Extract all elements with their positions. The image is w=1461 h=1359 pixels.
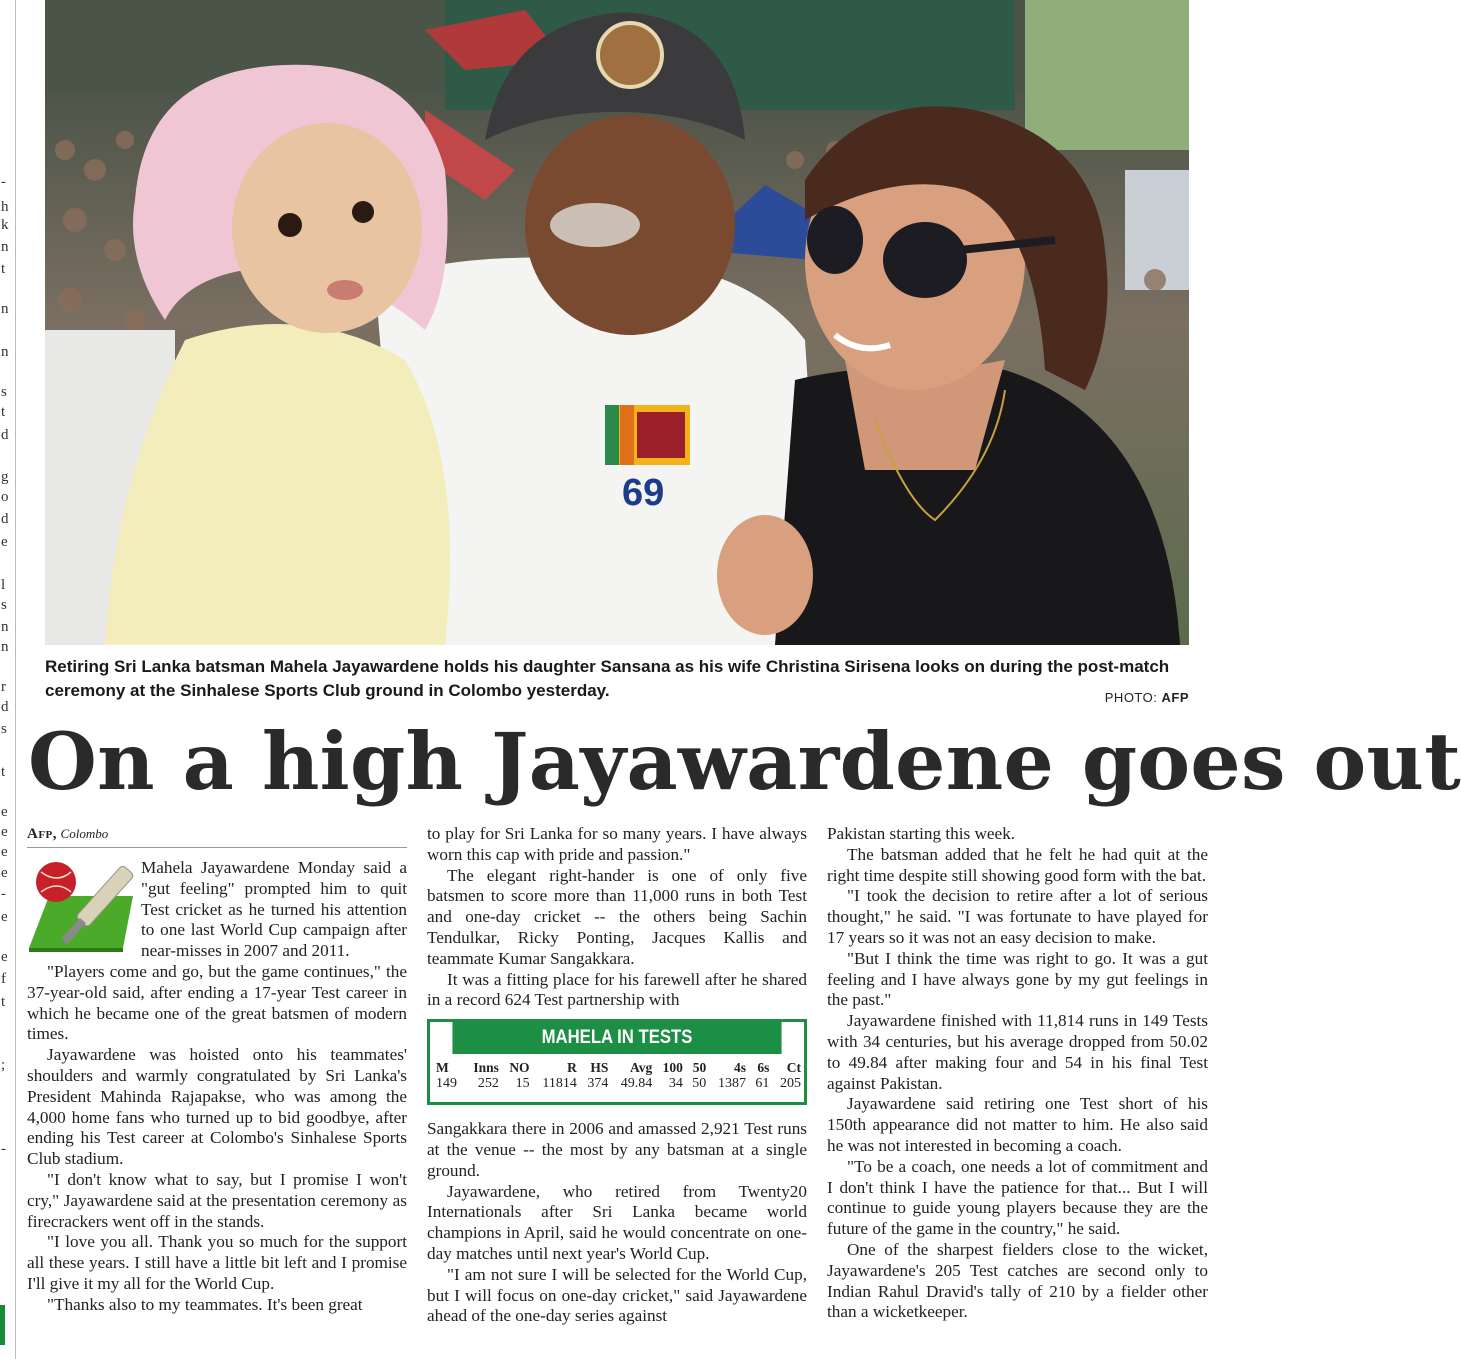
- stats-value-cell: 205: [780, 1076, 801, 1092]
- stats-value-cell: 252: [477, 1076, 499, 1092]
- body-paragraph: to play for Sri Lanka for so many years. I have always worn this cap with pride and passion.": [427, 824, 807, 864]
- margin-letter: t: [1, 994, 6, 1010]
- margin-letter: s: [1, 721, 7, 737]
- column-2-top: [427, 824, 807, 1011]
- stats-value-cell: 34: [668, 1076, 683, 1092]
- column-2: [427, 824, 807, 1327]
- column-1: [27, 824, 407, 1316]
- stats-header-cell: M: [436, 1060, 449, 1076]
- margin-letter: r: [1, 679, 6, 695]
- margin-letter: -: [1, 1141, 6, 1157]
- stats-box: [427, 1019, 807, 1105]
- byline-agency: Afp,: [27, 826, 58, 842]
- body-paragraph: Mahela Jayawardene Monday said a "gut feeling" prompted him to quit Test cricket as he turned his attention to one last World Cup campaign after near-misses in 2007 and 2011.: [141, 858, 407, 961]
- stats-value-cell: 149: [436, 1076, 457, 1092]
- margin-letter: e: [1, 865, 8, 881]
- body-paragraph: Jayawardene was hoisted onto his teammates' shoulders and warmly congratulated by Sri Lanka's President Mahinda Rajapakse, who was among the 4,000 home fans who turned up to bid goodbye, after ending his Test career at Colombo's Sinhalese Sports Club stadium.: [27, 1045, 407, 1169]
- margin-letter: n: [1, 639, 9, 655]
- body-paragraph: "Players come and go, but the game continues," the 37-year-old said, after ending a 17-year Test career in which he became one of the great batsmen of modern times.: [27, 961, 407, 1044]
- stats-header-cell: 6s: [757, 1060, 770, 1076]
- margin-letter: o: [1, 489, 9, 505]
- margin-letter: ;: [1, 1057, 6, 1073]
- margin-letter: e: [1, 824, 8, 840]
- stats-header-cell: 4s: [733, 1060, 746, 1076]
- margin-letter: g: [1, 469, 9, 485]
- margin-letter: t: [1, 404, 6, 420]
- stats-table: [430, 1060, 804, 1092]
- margin-letter: n: [1, 301, 9, 317]
- stats-value-cell: 49.84: [620, 1076, 653, 1092]
- stats-header-cell: 100: [662, 1060, 683, 1076]
- stats-header-cell: NO: [509, 1060, 530, 1076]
- margin-letter: f: [1, 971, 6, 987]
- column-2-bottom: [427, 1119, 807, 1327]
- body-paragraph: "I love you all. Thank you so much for the support all these years. I still have a little bit left and I promise I'll give it my all for the World Cup.: [27, 1232, 407, 1293]
- margin-letter: s: [1, 597, 7, 613]
- column-3: [827, 824, 1208, 1323]
- body-paragraph: "Thanks also to my teammates. It's been great: [47, 1294, 363, 1314]
- svg-text:69: 69: [622, 472, 665, 514]
- margin-letter: e: [1, 909, 8, 925]
- stats-value-row: [430, 1076, 804, 1092]
- stats-header-cell: HS: [590, 1060, 609, 1076]
- margin-letter: s: [1, 384, 7, 400]
- margin-letter: t: [1, 261, 6, 277]
- margin-letter: e: [1, 804, 8, 820]
- margin-letter: n: [1, 344, 9, 360]
- photo-illustration: [45, 0, 1189, 645]
- body-paragraph: Jayawardene said retiring one Test short of his 150th appearance did not matter to him. He also said he was not interested in becoming a coach.: [827, 1094, 1208, 1155]
- margin-letter: n: [1, 619, 9, 635]
- body-paragraph: Sangakkara there in 2006 and amassed 2,921 Test runs at the venue -- the most by any batsman at a single ground.: [427, 1119, 807, 1180]
- green-edge-bar: [0, 1305, 5, 1345]
- photo-credit-label: PHOTO:: [1104, 690, 1158, 705]
- body-paragraph: Pakistan starting this week.: [827, 824, 1016, 843]
- body-paragraph: "But I think the time was right to go. It was a gut feeling and I have always gone by my gut feelings in the past.": [827, 948, 1208, 1010]
- stats-value-cell: 61: [755, 1076, 770, 1092]
- body-paragraph: It was a fitting place for his farewell after he shared in a record 624 Test partnership with: [427, 969, 807, 1010]
- stats-header-cell: Inns: [473, 1060, 499, 1076]
- stats-value-cell: 1387: [718, 1076, 746, 1092]
- margin-letter: t: [1, 764, 6, 780]
- body-paragraph: "I am not sure I will be selected for the World Cup, but I will focus on one-day cricket," said Jayawardene ahead of the one-day series against: [427, 1264, 807, 1326]
- stats-value-cell: 374: [587, 1076, 609, 1092]
- margin-letter: -: [1, 174, 6, 190]
- column-3-body: [827, 824, 1208, 1323]
- margin-letter: d: [1, 699, 9, 715]
- body-paragraph: The batsman added that he felt he had quit at the right time despite still showing good form with the bat.: [827, 844, 1208, 885]
- body-paragraph: One of the sharpest fielders close to the wicket, Jayawardene's 205 Test catches are second only to Indian Rahul Dravid's tally of 210 by a fielder other than a wicketkeeper.: [827, 1239, 1208, 1322]
- body-paragraph: The elegant right-hander is one of only five batsmen to score more than 11,000 runs in both Test and one-day cricket -- the others being Sachin Tendulkar, Ricky Ponting, Jacques Kallis and teammate Kumar Sangakkara.: [427, 865, 807, 968]
- margin-letter: d: [1, 427, 9, 443]
- margin-letter: -: [1, 886, 6, 902]
- body-paragraph: "I don't know what to say, but I promise I won't cry," Jayawardene said at the presentation ceremony as firecrackers went off in the stands.: [27, 1169, 407, 1231]
- stats-header-cell: R: [567, 1060, 577, 1076]
- photo-caption: Retiring Sri Lanka batsman Mahela Jayawardene holds his daughter Sansana as his wife Christina Sirisena looks on during the post-match ceremony at the Sinhalese Sports Club ground in Colombo yesterday.: [45, 657, 1170, 700]
- stats-header-cell: 50: [692, 1060, 707, 1076]
- headline: On a high Jayawardene goes out: [28, 715, 1461, 808]
- margin-letter: n: [1, 239, 9, 255]
- stats-value-cell: 15: [515, 1076, 530, 1092]
- byline-place: Colombo: [60, 826, 109, 841]
- stats-title: MAHELA IN TESTS: [452, 1022, 781, 1054]
- margin-letter: e: [1, 949, 8, 965]
- byline: [27, 824, 407, 848]
- margin-letter: d: [1, 511, 9, 527]
- body-paragraph: Jayawardene finished with 11,814 runs in 149 Tests with 34 centuries, but his average dropped from 50.02 to 49.84 after making four and 54 in his final Test against Pakistan.: [827, 1011, 1208, 1093]
- margin-letter: h: [1, 199, 9, 215]
- margin-letter: e: [1, 844, 8, 860]
- stats-value-cell: 50: [692, 1076, 707, 1092]
- margin-letter: e: [1, 534, 8, 550]
- photo-credit-source: AFP: [1161, 690, 1189, 705]
- margin-letter: k: [1, 217, 9, 233]
- stats-header-row: [430, 1060, 804, 1076]
- margin-letter: l: [1, 577, 6, 593]
- body-paragraph: "To be a coach, one needs a lot of commitment and I don't think I have the patience for that... But I will continue to guide young players because they are the future of the game in the country," he said.: [827, 1156, 1208, 1239]
- body-paragraph: "I took the decision to retire after a lot of serious thought," he said. "I was fortunate to have played for 17 years so it was not an easy decision to make.: [827, 886, 1208, 947]
- cricket-section-icon: [27, 860, 135, 960]
- photo-credit: [1105, 690, 1189, 705]
- body-paragraph: Jayawardene, who retired from Twenty20 Internationals after Sri Lanka became world champions in April, said he would concentrate on one-day matches until next year's World Cup.: [427, 1181, 807, 1263]
- news-photo: [45, 0, 1189, 645]
- stats-header-cell: Avg: [629, 1060, 653, 1076]
- previous-column-edge: [0, 0, 16, 1359]
- stats-value-cell: 11814: [542, 1076, 577, 1092]
- stats-header-cell: Ct: [786, 1060, 801, 1076]
